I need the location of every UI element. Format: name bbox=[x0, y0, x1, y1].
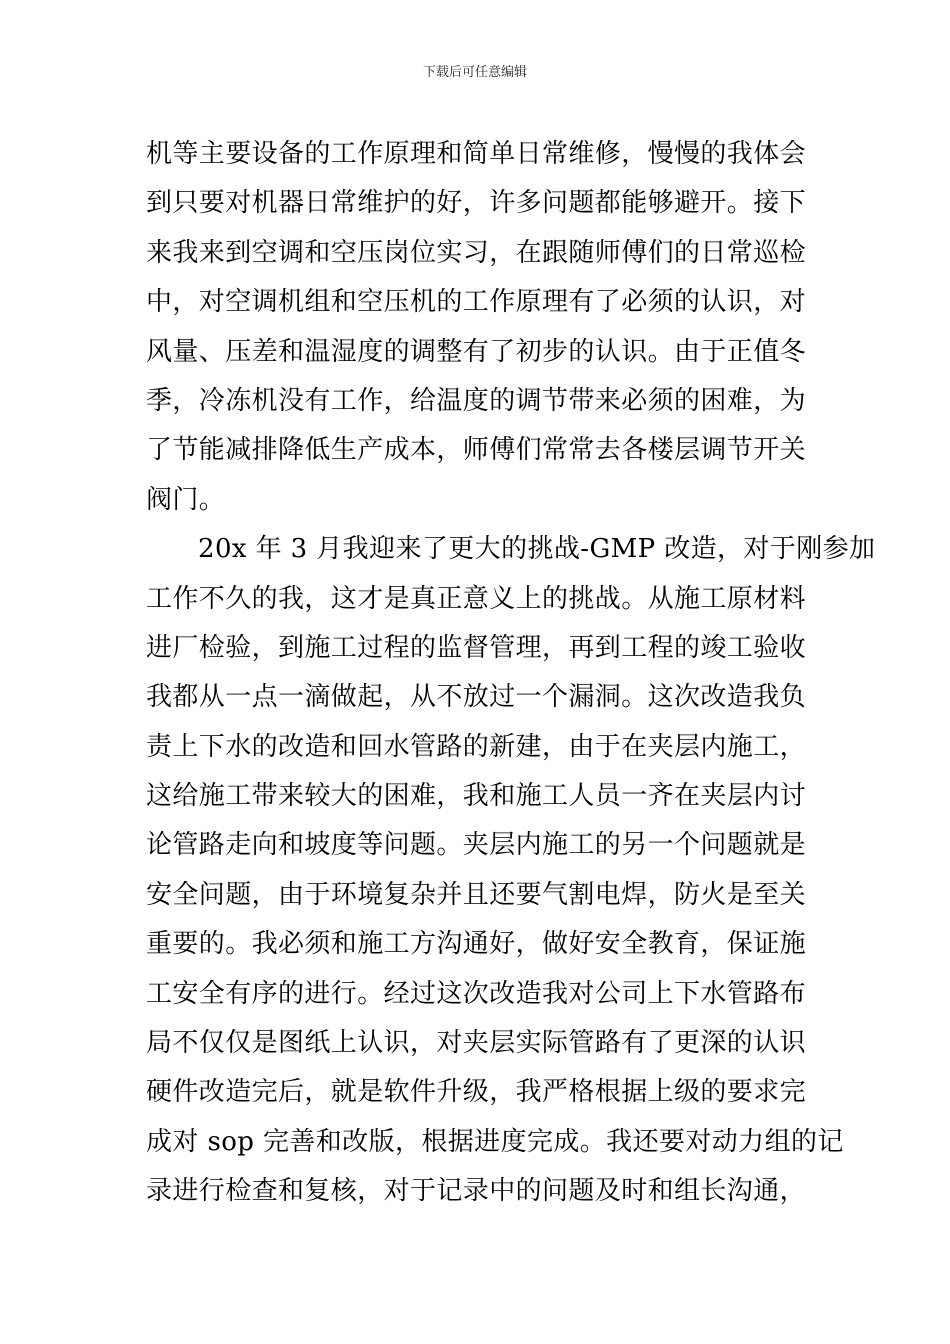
paragraph-first-line: 20x 年 3 月我迎来了更大的挑战-GMP 改造，对于刚参加 bbox=[198, 534, 876, 565]
text-line: 了节能减排降低生产成本，师傅们常常去各楼层调节开关 bbox=[146, 435, 807, 466]
text-line: 录进行检查和复核，对于记录中的问题及时和组长沟通， bbox=[146, 1176, 807, 1207]
text-line: 风量、压差和温湿度的调整有了初步的认识。由于正值冬 bbox=[146, 336, 807, 367]
text-line: 阀门。 bbox=[146, 484, 226, 515]
text-line: 机等主要设备的工作原理和简单日常维修，慢慢的我体会 bbox=[146, 139, 807, 169]
text-line: 责上下水的改造和回水管路的新建，由于在夹层内施工， bbox=[146, 731, 807, 762]
body-text bbox=[146, 130, 876, 1217]
text-line: 工作不久的我，这才是真正意义上的挑战。从施工原材料 bbox=[146, 583, 807, 614]
page-header: 下载后可任意编辑 bbox=[422, 65, 527, 80]
text-line: 这给施工带来较大的困难，我和施工人员一齐在夹层内讨 bbox=[146, 781, 807, 812]
text-line: 成对 sop 完善和改版，根据进度完成。我还要对动力组的记 bbox=[146, 1126, 844, 1157]
text-line: 局不仅仅是图纸上认识，对夹层实际管路有了更深的认识 bbox=[146, 1028, 807, 1059]
text-line: 论管路走向和坡度等问题。夹层内施工的另一个问题就是 bbox=[146, 830, 807, 861]
text-line: 来我来到空调和空压岗位实习，在跟随师傅们的日常巡检 bbox=[146, 237, 807, 268]
text-line: 季，冷冻机没有工作，给温度的调节带来必须的困难，为 bbox=[146, 385, 807, 416]
text-line: 进厂检验，到施工过程的监督管理，再到工程的竣工验收 bbox=[146, 632, 807, 663]
text-line: 中，对空调机组和空压机的工作原理有了必须的认识，对 bbox=[146, 287, 807, 318]
text-line: 工安全有序的进行。经过这次改造我对公司上下水管路布 bbox=[146, 978, 807, 1009]
text-line: 重要的。我必须和施工方沟通好，做好安全教育，保证施 bbox=[146, 929, 807, 960]
text-line: 到只要对机器日常维护的好，许多问题都能够避开。接下 bbox=[146, 188, 807, 219]
text-line: 我都从一点一滴做起，从不放过一个漏洞。这次改造我负 bbox=[146, 682, 807, 713]
text-line: 硬件改造完后，就是软件升级，我严格根据上级的要求完 bbox=[146, 1077, 807, 1108]
text-line: 安全问题，由于环境复杂并且还要气割电焊，防火是至关 bbox=[146, 879, 807, 910]
